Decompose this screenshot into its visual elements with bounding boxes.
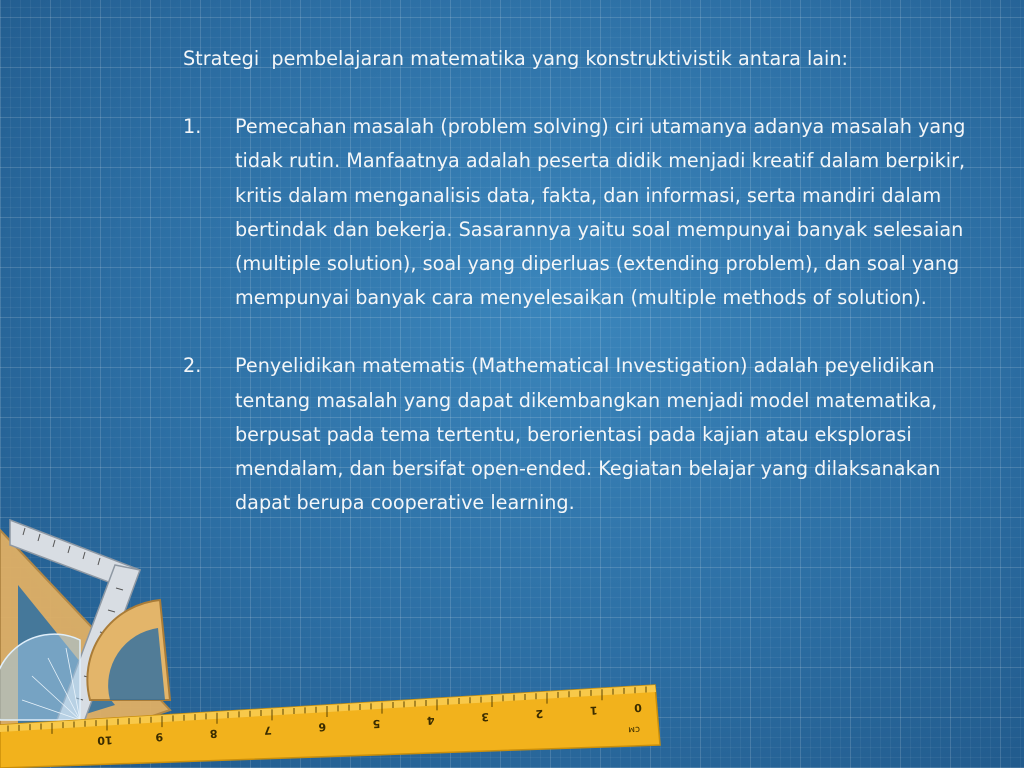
ruler-number: 4 [426, 713, 435, 727]
ruler-number: 1 [589, 703, 598, 717]
ruler-unit: ᴄᴍ [627, 723, 641, 735]
ruler-number: 6 [318, 720, 327, 734]
list-item [183, 349, 983, 520]
list-item [183, 110, 983, 315]
ruler-number: 10 [96, 733, 113, 747]
list-item-text: Pemecahan masalah (problem solving) ciri utamanya adanya masalah yang tidak rutin. Manfaatnya adalah peserta didik menjadi kreatif dalam berpikir, kritis dalam menganalisis data, fakta, dan informasi, serta mandiri dalam bertindak dan bekerja. Sasarannya yaitu soal mempunyai banyak selesaian (multiple solution), soal yang diperluas (extending problem), dan soal yang mempunyai banyak cara menyelesaikan (multiple methods of solution). [235, 115, 966, 310]
ruler-number: 5 [372, 716, 381, 731]
ruler-number: 8 [209, 726, 218, 741]
strategy-list [183, 110, 983, 520]
slide-content [183, 42, 983, 554]
ruler-number: 2 [535, 706, 544, 721]
list-item-text: Penyelidikan matematis (Mathematical Investigation) adalah peyelidikan tentang masalah yang dapat dikembangkan menjadi model matematika, berpusat pada tema tertentu, berorientasi pada kajian atau eksplorasi mendalam, dan bersifat open-ended. Kegiatan belajar yang dilaksanakan dapat berupa cooperative learning. [235, 354, 941, 515]
ruler-number: 9 [155, 730, 164, 744]
ruler-number: 3 [480, 710, 490, 724]
ruler-number: 0 [633, 700, 643, 715]
list-item-number: 1. [183, 115, 202, 139]
intro-text: Strategi pembelajaran matematika yang konstruktivistik antara lain: [183, 47, 848, 70]
ruler-number: 7 [263, 723, 273, 737]
list-item-number: 2. [183, 354, 202, 378]
